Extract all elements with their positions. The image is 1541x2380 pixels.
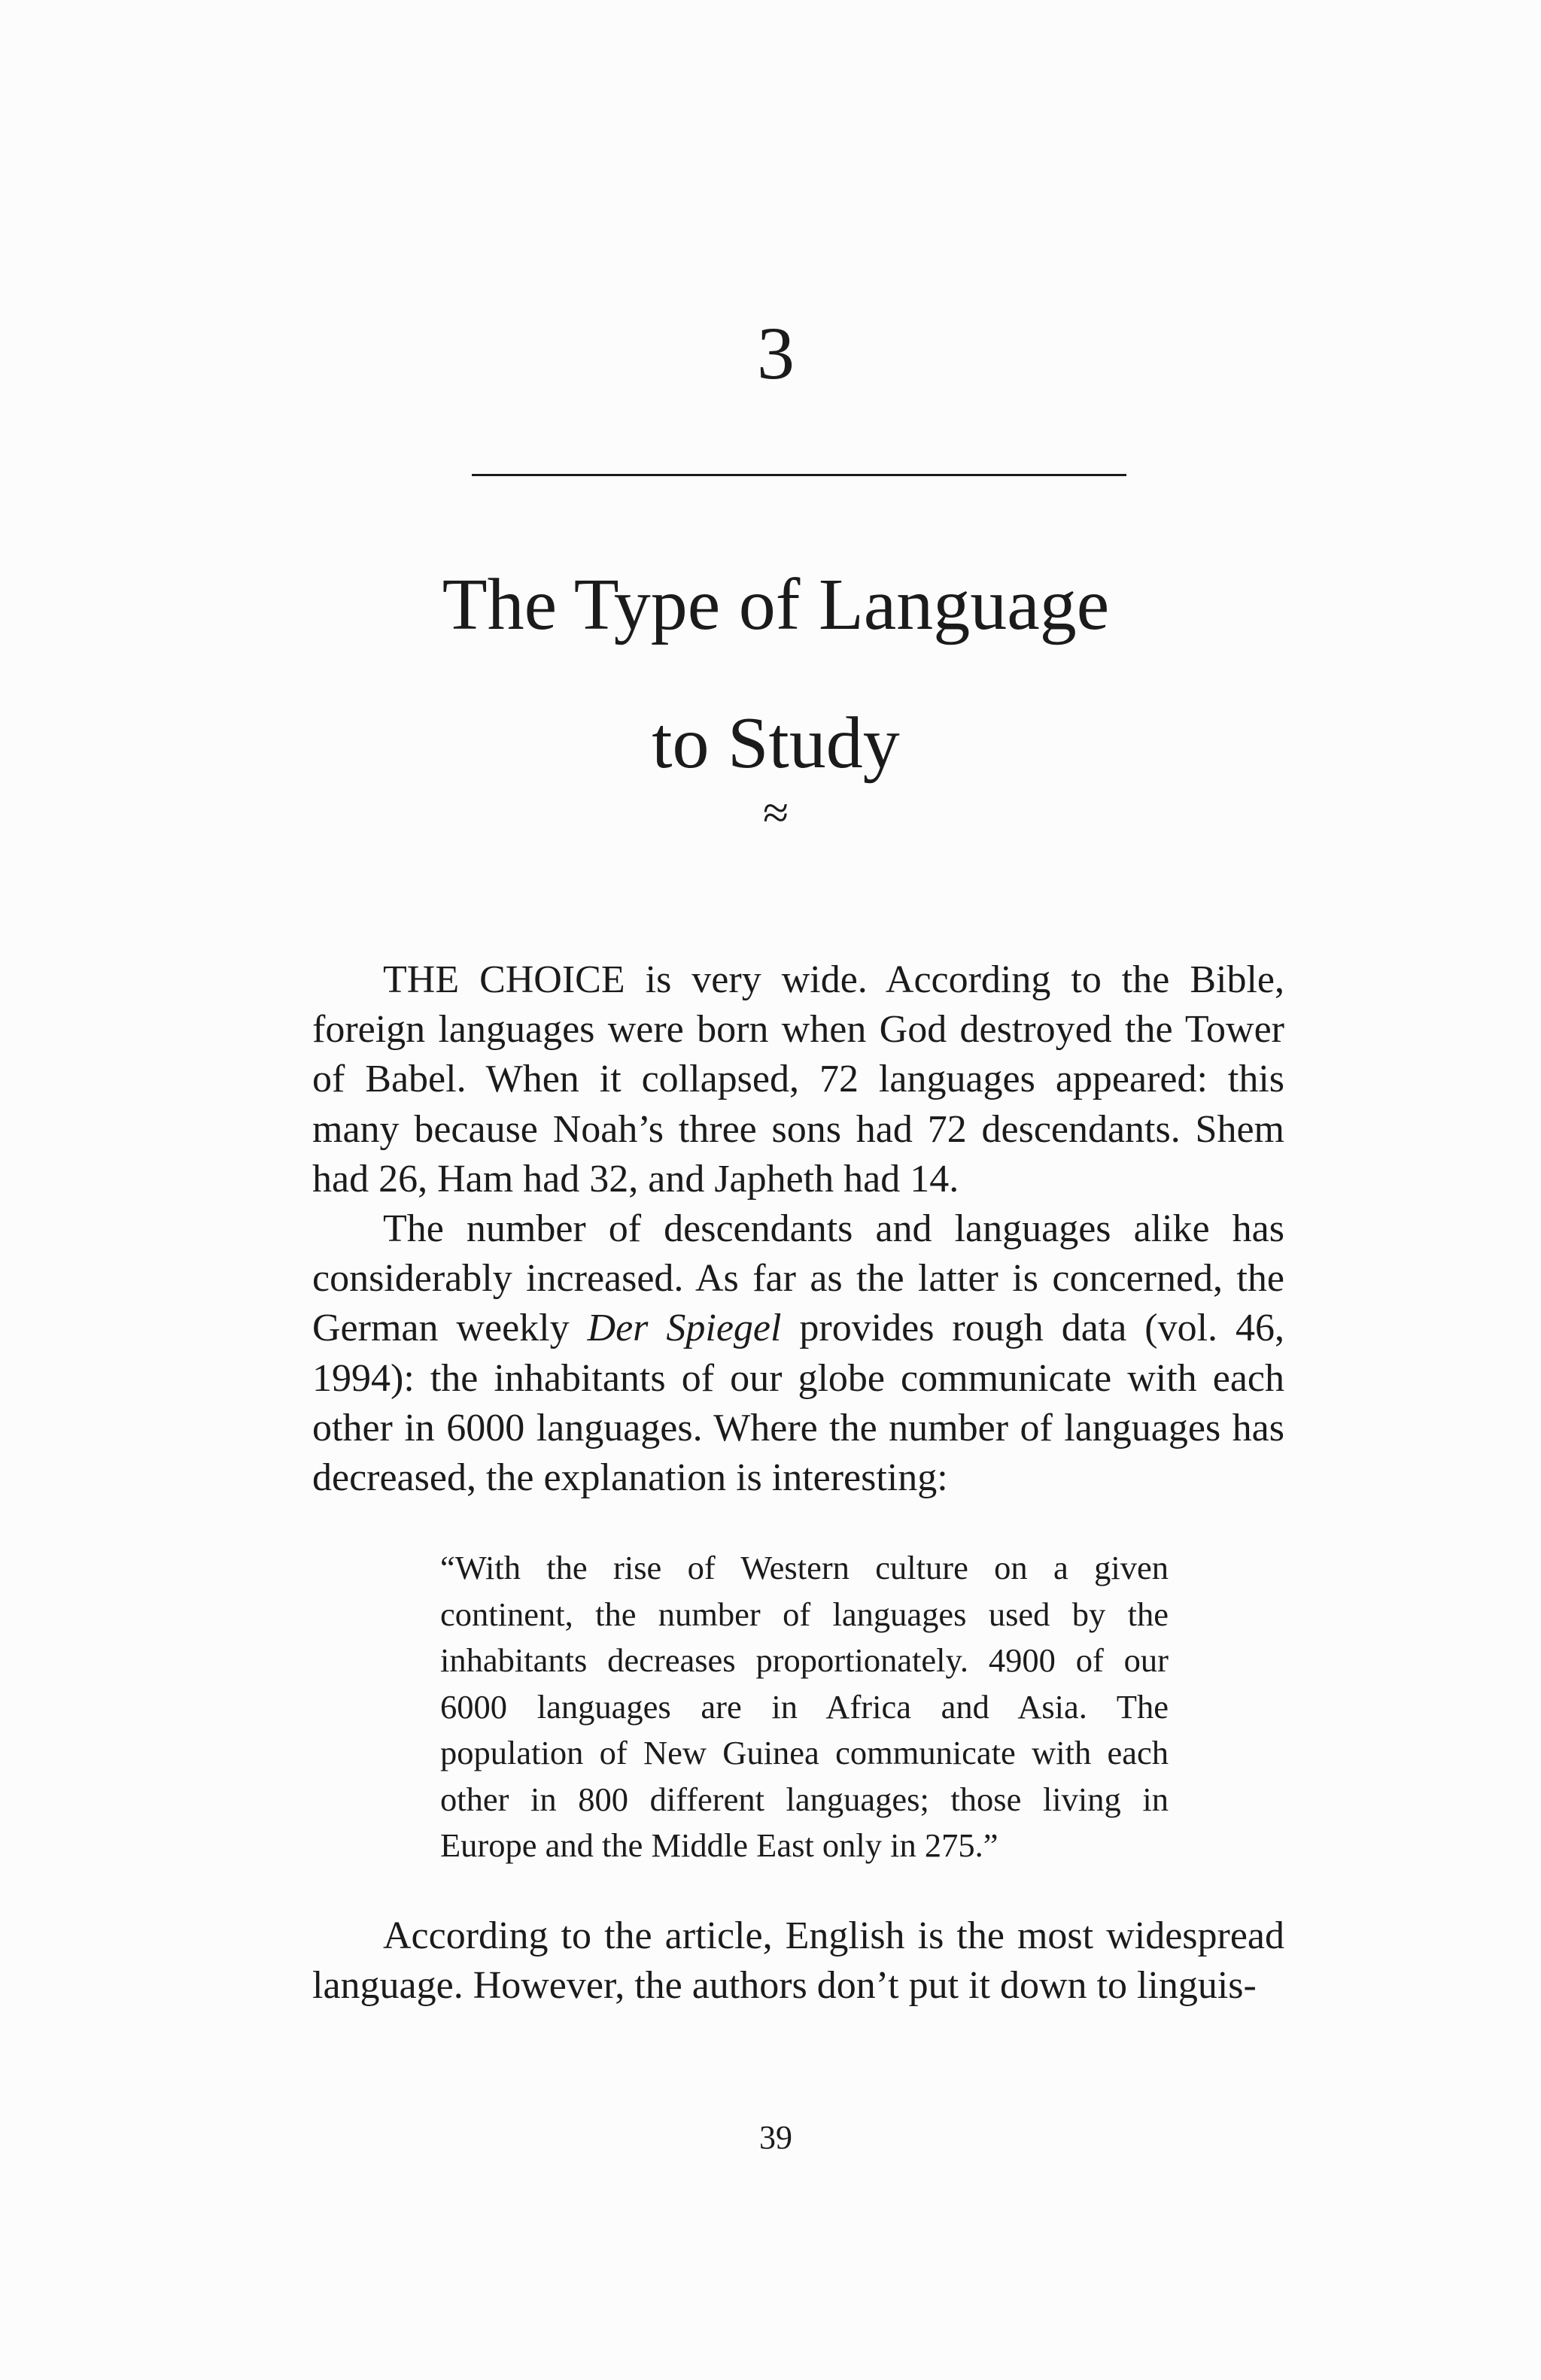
ornament-icon: ≈ (762, 788, 789, 839)
chapter-title-line-2: to Study (652, 703, 900, 784)
paragraph-1: THE CHOICE is very wide. According to the Bible, foreign languages were born when God destroyed the Tower of Babel. When it collapsed, 72 languages appeared: this many because Noah’s three sons had 72 descendants. Shem had 26, Ham had 32, and Japheth had 14. (312, 958, 1284, 1201)
chapter-number: 3 (757, 311, 795, 395)
chapter-title (0, 536, 1541, 812)
paragraph-2-text-b: provides rough data (vol. 46, 1994): the inhabitants of our globe communicate with each other in 6000 languages. Where the number of languages has decreased, the explanation is interesting: (312, 1307, 1284, 1500)
chapter-title-line-1: The Type of Language (442, 564, 1110, 645)
chapter-divider-rule (472, 474, 1126, 476)
publication-title: Der Spiegel (587, 1307, 782, 1350)
paragraph-2 (312, 1204, 1284, 1503)
block-quote: “With the rise of Western culture on a given continent, the number of languages used by the inhabitants decreases proportionately. 4900 of our 6000 languages are in Africa and Asia. The population of New Guinea communicate with each other in 800 different languages; those living in Europe and the Middle East only in 275.” (440, 1549, 1169, 1865)
paragraph-2-text-a: The number of descendants and languages alike has considerably increased. As far as the latter is concerned, the German weekly (312, 1207, 1284, 1350)
page-number: 39 (759, 2119, 792, 2156)
body-text (312, 955, 1284, 2011)
paragraph-3: According to the article, English is the most widespread language. However, the authors don’t put it down to linguis- (312, 1914, 1284, 2007)
